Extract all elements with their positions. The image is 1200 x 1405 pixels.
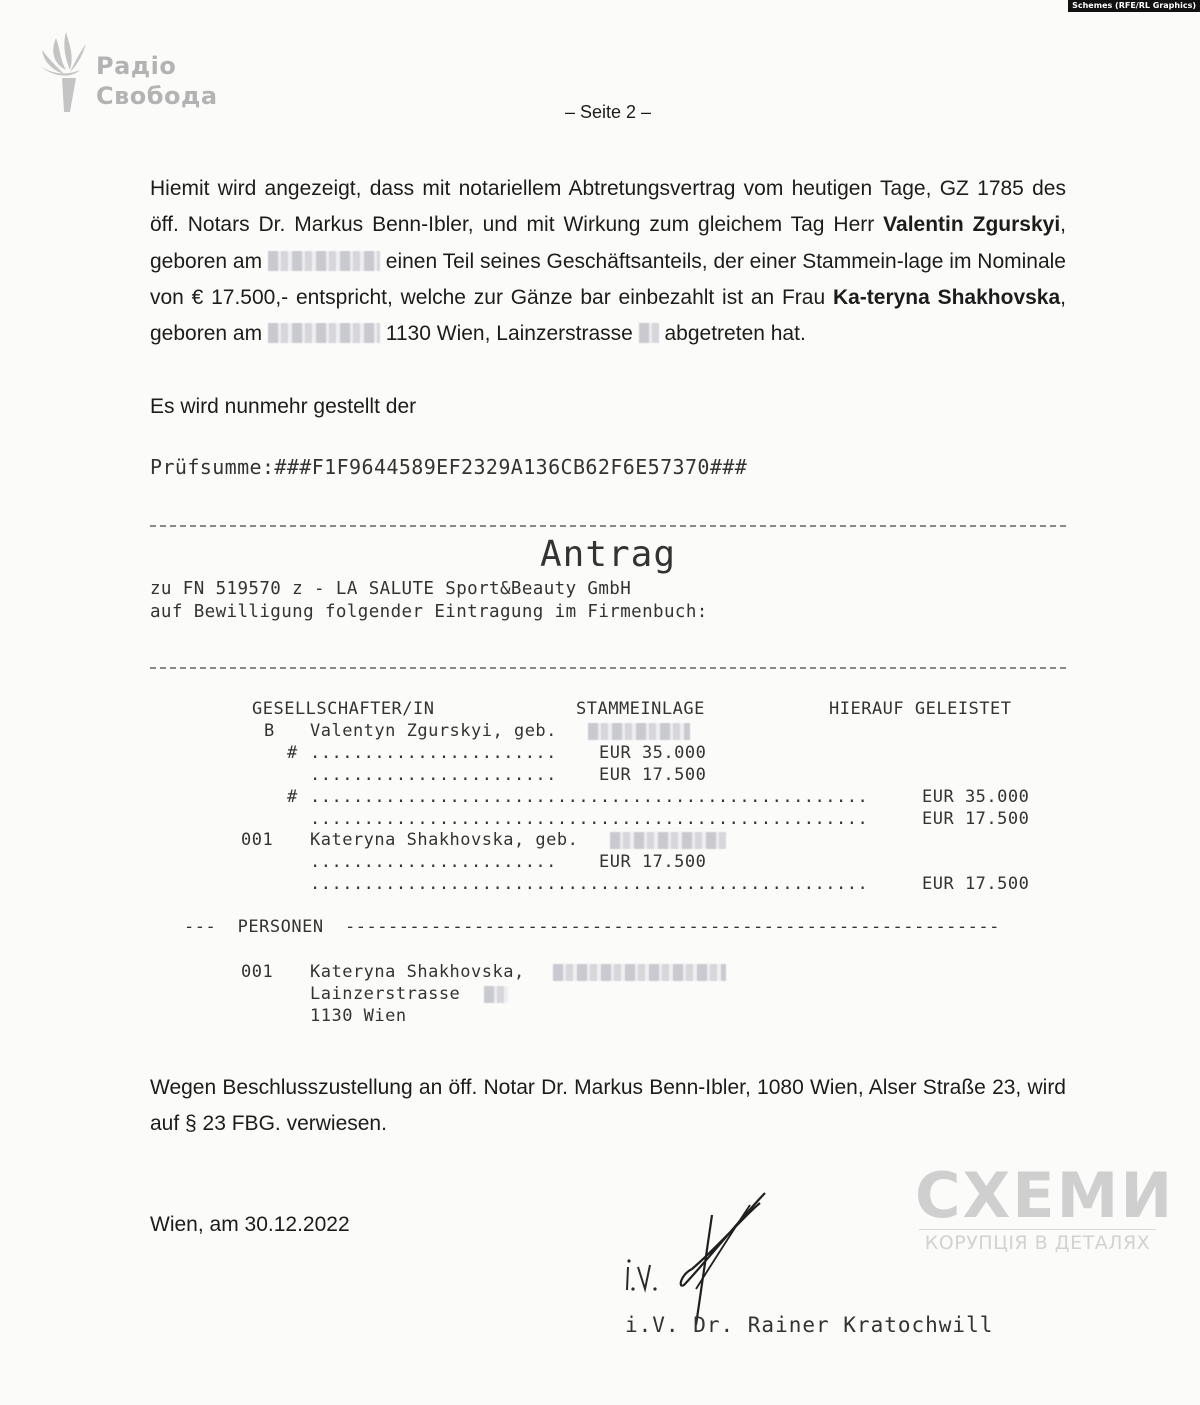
watermark-subtitle: КОРУПЦІЯ В ДЕТАЛЯХ — [919, 1229, 1156, 1254]
image-credit: Schemes (RFE/RL Graphics) — [1068, 0, 1200, 12]
contribution-amount: EUR 17.500 — [599, 765, 707, 785]
checksum: Prüfsumme:###F1F9644589EF2329A136CB62F6E57370### — [150, 455, 748, 479]
redacted-birthdate — [610, 832, 726, 849]
dot-leader: .................................................... — [310, 809, 869, 829]
redacted-birthdate — [268, 323, 380, 343]
page-number: – Seite 2 – — [564, 102, 652, 122]
dashed-divider — [150, 525, 1066, 527]
notice-paragraph: Hiemit wird angezeigt, dass mit notariellem Abtretungsvertrag vom heutigen Tage, GZ 1785 des öff. Notars Dr. Markus Benn-Ibler, und mit Wirkung zum gleichem Tag Herr Valentin Zgurskyi, geboren am einen Teil seines Geschäftsanteils, der einer Stammein-lage im Nominale von € 17.500,- entspricht, welche zur Gänze bar einbezahlt ist an Frau Ka-teryna Shakhovska, geboren am 1130 Wien, Lainzerstrasse abgetreten hat. — [150, 177, 1066, 346]
header-shareholder: GESELLSCHAFTER/IN — [252, 699, 435, 719]
paid-amount: EUR 17.500 — [922, 874, 1030, 894]
redacted-birthdate — [553, 964, 726, 981]
transferee-name: Ka-teryna Shakhovska — [832, 285, 1061, 309]
paid-amount: EUR 17.500 — [922, 809, 1030, 829]
person-id: 001 — [241, 962, 274, 982]
personen-section-label: --- PERSONEN ------------------------------------------------------------- — [184, 917, 1000, 937]
dashed-divider — [150, 667, 1066, 669]
antrag-title: Antrag — [539, 534, 677, 575]
delivery-paragraph: Wegen Beschlusszustellung an öff. Notar Dr. Markus Benn-Ibler, 1080 Wien, Alser Straße 23, wird auf § 23 FBG. verwiesen. — [150, 1076, 1066, 1136]
redacted-house-number — [639, 323, 659, 343]
row-id: B — [264, 721, 275, 741]
row-shareholder-name: Kateryna Shakhovska, geb. — [310, 830, 579, 850]
old-entry-hash: # — [287, 787, 298, 807]
antrag-company-line: zu FN 519570 z - LA SALUTE Sport&Beauty GmbH — [150, 579, 632, 599]
signer-name: i.V. Dr. Rainer Kratochwill — [625, 1313, 994, 1337]
paid-amount: EUR 35.000 — [922, 787, 1030, 807]
antrag-purpose-line: auf Bewilligung folgender Eintragung im Firmenbuch: — [150, 602, 708, 622]
row-id: 001 — [241, 830, 274, 850]
request-intro: Es wird nunmehr gestellt der — [150, 395, 417, 418]
redacted-birthdate — [268, 251, 380, 271]
old-entry-hash: # — [287, 743, 298, 763]
contribution-amount: EUR 35.000 — [599, 743, 707, 763]
logo-wordmark-line1: Радіо — [96, 52, 177, 80]
dot-leader: ....................... — [310, 743, 557, 763]
row-shareholder-name: Valentyn Zgurskyi, geb. — [310, 721, 557, 741]
header-contribution: STAMMEINLAGE — [576, 699, 705, 719]
place-date: Wien, am 30.12.2022 — [150, 1213, 350, 1236]
redacted-birthdate — [588, 723, 690, 740]
dot-leader: .................................................... — [310, 874, 869, 894]
watermark-title: СХЕМИ — [915, 1159, 1175, 1232]
person-street: Lainzerstrasse — [310, 984, 461, 1004]
schemy-watermark — [915, 1159, 1175, 1254]
dot-leader: ....................... — [310, 852, 557, 872]
redacted-house-number — [484, 986, 508, 1003]
contribution-amount: EUR 17.500 — [599, 852, 707, 872]
header-paid: HIERAUF GELEISTET — [829, 699, 1012, 719]
dot-leader: ....................... — [310, 765, 557, 785]
dot-leader: .................................................... — [310, 787, 869, 807]
person-city: 1130 Wien — [310, 1006, 407, 1026]
person-name: Kateryna Shakhovska, — [310, 962, 525, 982]
transferor-name: Valentin Zgurskyi — [883, 213, 1061, 237]
logo-wordmark-line2: Свобода — [96, 82, 218, 110]
